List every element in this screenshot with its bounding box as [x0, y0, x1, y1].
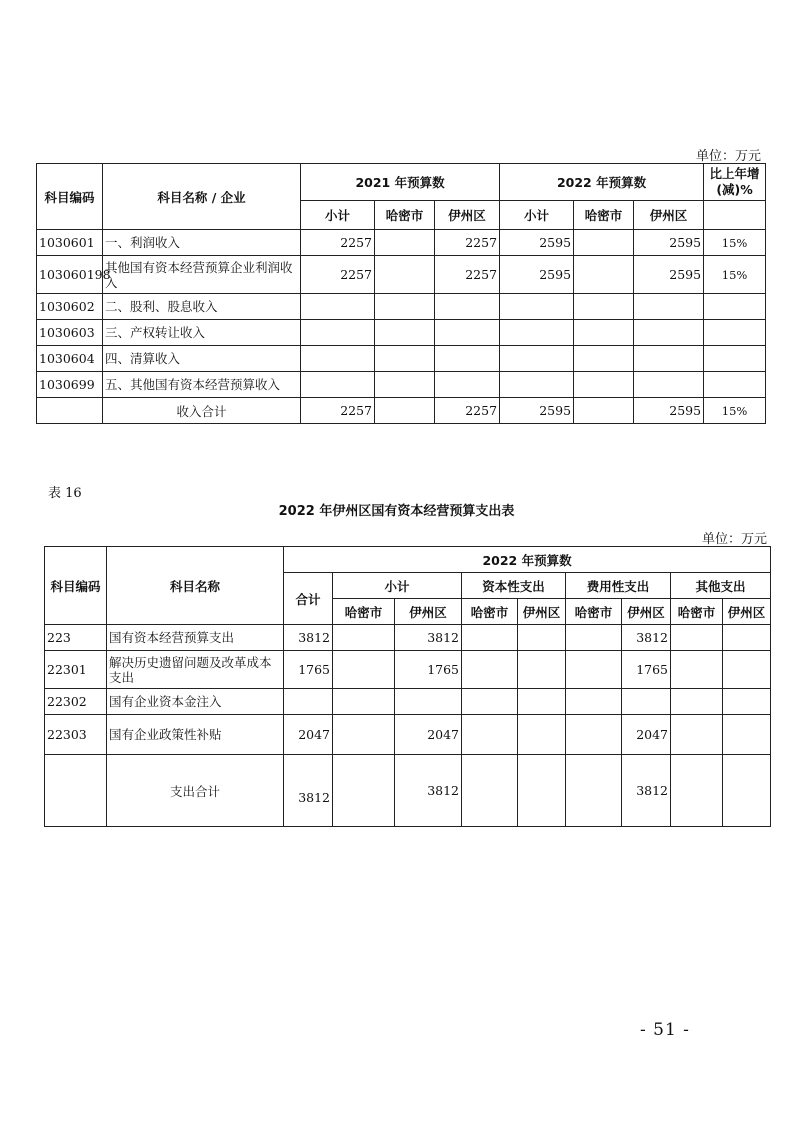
unit-label-1: 单位：万元: [696, 149, 762, 164]
row-code: 223: [45, 625, 107, 651]
total-code-empty: [45, 755, 107, 827]
cell-percent: 15%: [704, 230, 766, 256]
cell-value: 2257: [301, 230, 375, 256]
cell-value: [375, 256, 435, 294]
cell-percent: [704, 294, 766, 320]
cell-value: [333, 625, 395, 651]
cell-value: [566, 689, 622, 715]
cell-value: [574, 346, 634, 372]
cell-value: [671, 651, 723, 689]
header-hami: 哈密市: [333, 599, 395, 625]
cell-percent: 15%: [704, 398, 766, 424]
cell-value: 3812: [395, 755, 462, 827]
row-name: 一、利润收入: [103, 230, 301, 256]
table-title: 2022 年伊州区国有资本经营预算支出表: [278, 504, 515, 519]
cell-value: 1765: [395, 651, 462, 689]
header-name: 科目名称: [107, 547, 284, 625]
cell-value: [574, 256, 634, 294]
cell-value: 2257: [435, 256, 500, 294]
cell-value: [462, 651, 518, 689]
header-other: 其他支出: [671, 573, 771, 599]
cell-value: 2257: [301, 398, 375, 424]
cell-value: 3812: [622, 625, 671, 651]
header-code: 科目编码: [45, 547, 107, 625]
header-2022: 2022 年预算数: [500, 164, 704, 201]
cell-value: [634, 372, 704, 398]
total-row: [45, 755, 771, 827]
header-subtotal: 小计: [500, 201, 574, 230]
header-total: 合计: [284, 573, 333, 625]
cell-value: [333, 755, 395, 827]
cell-value: [375, 346, 435, 372]
table-row: [37, 372, 766, 398]
cell-value: [500, 346, 574, 372]
cell-value: 2257: [435, 398, 500, 424]
table-row: [45, 651, 771, 689]
cell-value: [462, 755, 518, 827]
row-code: 1030699: [37, 372, 103, 398]
cell-value: 2257: [435, 230, 500, 256]
header-hami: 哈密市: [671, 599, 723, 625]
total-label: 支出合计: [107, 755, 284, 827]
table-label: 表 16: [48, 486, 82, 501]
cell-percent: [704, 372, 766, 398]
cell-value: [375, 294, 435, 320]
cell-value: [723, 689, 771, 715]
header-name: 科目名称 / 企业: [103, 164, 301, 230]
header-code: 科目编码: [37, 164, 103, 230]
table-row: [37, 320, 766, 346]
header-subtotal: 小计: [333, 573, 462, 599]
cell-value: 2047: [284, 715, 333, 755]
cell-value: [634, 320, 704, 346]
table-row: [45, 625, 771, 651]
cell-value: [671, 625, 723, 651]
cell-value: [462, 625, 518, 651]
cell-value: [462, 715, 518, 755]
cell-value: [671, 715, 723, 755]
cell-value: 2595: [500, 230, 574, 256]
table-row: [37, 346, 766, 372]
cell-value: [500, 294, 574, 320]
cell-value: [634, 346, 704, 372]
row-code: 22303: [45, 715, 107, 755]
header-hami: 哈密市: [375, 201, 435, 230]
cell-value: 1765: [284, 651, 333, 689]
row-code: 1030603: [37, 320, 103, 346]
header-subtotal: 小计: [301, 201, 375, 230]
cell-value: [435, 372, 500, 398]
cell-value: [333, 715, 395, 755]
cell-value: [375, 398, 435, 424]
cell-value: [671, 755, 723, 827]
header-yizhou: 伊州区: [634, 201, 704, 230]
cell-value: [333, 651, 395, 689]
row-code: 1030604: [37, 346, 103, 372]
cell-value: [566, 715, 622, 755]
row-name: 其他国有资本经营预算企业利润收入: [103, 256, 301, 294]
table-row: [37, 294, 766, 320]
total-code-empty: [37, 398, 103, 424]
cell-percent: 15%: [704, 256, 766, 294]
cell-value: [435, 320, 500, 346]
expenditure-table: [44, 546, 771, 827]
row-code: 1030601: [37, 230, 103, 256]
total-label: 收入合计: [103, 398, 301, 424]
row-code: 22301: [45, 651, 107, 689]
header-change: 比上年增(减)%: [704, 164, 766, 201]
cell-value: [395, 689, 462, 715]
cell-value: [574, 398, 634, 424]
cell-value: 2595: [634, 256, 704, 294]
table-row: [45, 689, 771, 715]
header-2022: 2022 年预算数: [284, 547, 771, 573]
table-row: [37, 230, 766, 256]
header-hami: 哈密市: [574, 201, 634, 230]
total-row: [37, 398, 766, 424]
table-row: [45, 715, 771, 755]
row-name: 三、产权转让收入: [103, 320, 301, 346]
revenue-table: [36, 163, 766, 424]
cell-value: [566, 625, 622, 651]
cell-value: [435, 346, 500, 372]
header-hami: 哈密市: [566, 599, 622, 625]
cell-value: 3812: [284, 755, 333, 827]
row-name: 五、其他国有资本经营预算收入: [103, 372, 301, 398]
cell-value: [375, 230, 435, 256]
cell-value: [375, 372, 435, 398]
cell-value: [723, 625, 771, 651]
cell-value: [500, 320, 574, 346]
row-code: 1030602: [37, 294, 103, 320]
cell-value: [435, 294, 500, 320]
header-yizhou: 伊州区: [723, 599, 771, 625]
cell-value: 2595: [500, 398, 574, 424]
cell-value: 2595: [500, 256, 574, 294]
header-capital: 资本性支出: [462, 573, 566, 599]
cell-value: [375, 320, 435, 346]
cell-value: [500, 372, 574, 398]
header-yizhou: 伊州区: [395, 599, 462, 625]
cell-value: [518, 715, 566, 755]
cell-value: 2595: [634, 230, 704, 256]
row-code: 103060198: [37, 256, 103, 294]
cell-value: [518, 625, 566, 651]
header-yizhou: 伊州区: [622, 599, 671, 625]
header-yizhou: 伊州区: [518, 599, 566, 625]
cell-value: [566, 755, 622, 827]
cell-value: [574, 372, 634, 398]
row-name: 二、股利、股息收入: [103, 294, 301, 320]
header-yizhou: 伊州区: [435, 201, 500, 230]
cell-value: [301, 372, 375, 398]
cell-value: 2047: [395, 715, 462, 755]
cell-value: [518, 755, 566, 827]
cell-value: [462, 689, 518, 715]
cell-percent: [704, 346, 766, 372]
cell-value: [622, 689, 671, 715]
cell-value: [284, 689, 333, 715]
row-code: 22302: [45, 689, 107, 715]
header-expense: 费用性支出: [566, 573, 671, 599]
cell-value: 3812: [622, 755, 671, 827]
cell-value: [723, 715, 771, 755]
cell-value: 2047: [622, 715, 671, 755]
cell-value: [671, 689, 723, 715]
row-name: 国有企业资本金注入: [107, 689, 284, 715]
table-row: [37, 256, 766, 294]
header-change-empty: [704, 201, 766, 230]
cell-value: [518, 689, 566, 715]
cell-value: [634, 294, 704, 320]
row-name: 四、清算收入: [103, 346, 301, 372]
cell-value: 2595: [634, 398, 704, 424]
cell-value: [518, 651, 566, 689]
cell-value: 3812: [395, 625, 462, 651]
cell-value: [723, 651, 771, 689]
cell-value: [574, 294, 634, 320]
cell-value: [301, 346, 375, 372]
row-name: 解决历史遗留问题及改革成本支出: [107, 651, 284, 689]
cell-value: [333, 689, 395, 715]
cell-value: [301, 294, 375, 320]
header-hami: 哈密市: [462, 599, 518, 625]
cell-value: [574, 230, 634, 256]
cell-value: [301, 320, 375, 346]
cell-value: [574, 320, 634, 346]
page-number: - 51 -: [640, 1020, 690, 1040]
cell-percent: [704, 320, 766, 346]
cell-value: 1765: [622, 651, 671, 689]
cell-value: 2257: [301, 256, 375, 294]
cell-value: [566, 651, 622, 689]
cell-value: [723, 755, 771, 827]
cell-value: 3812: [284, 625, 333, 651]
row-name: 国有企业政策性补贴: [107, 715, 284, 755]
unit-label-2: 单位：万元: [702, 532, 768, 547]
header-2021: 2021 年预算数: [301, 164, 500, 201]
row-name: 国有资本经营预算支出: [107, 625, 284, 651]
